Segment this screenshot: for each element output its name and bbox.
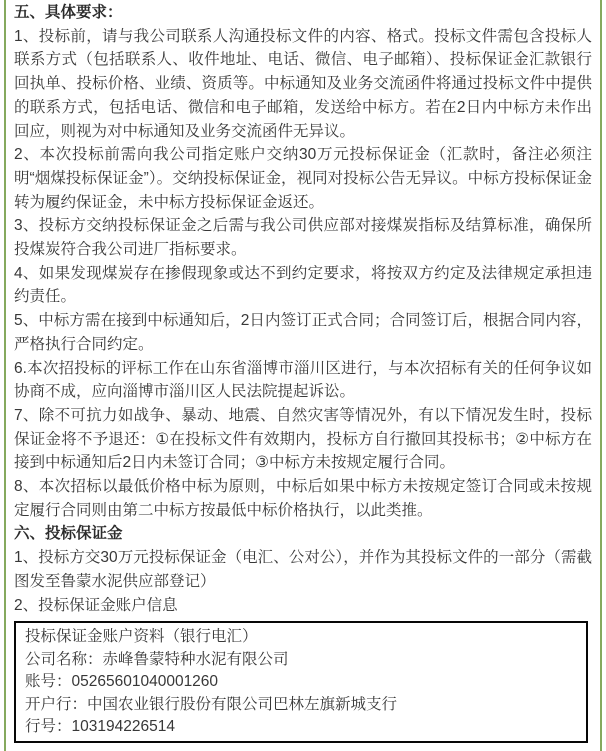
deposit-account-box bbox=[14, 621, 588, 743]
requirement-item-4: 4、如果发现煤炭存在掺假现象或达不到约定要求，将按双方约定及法律规定承担违约责任。 bbox=[14, 264, 592, 306]
account-bank-name: 开户行：中国农业银行股份有限公司巴林左旗新城支行 bbox=[25, 695, 398, 713]
account-box-title: 投标保证金账户资料（银行电汇） bbox=[25, 628, 258, 646]
deposit-item-2: 2、投标保证金账户信息 bbox=[14, 596, 178, 614]
requirement-item-6: 6.本次招投标的评标工作在山东省淄博市淄川区进行，与本次招标有关的任何争议如协商不成，应向淄博市淄川区人民法院提起诉讼。 bbox=[14, 359, 592, 401]
account-bank-code: 行号：103194226514 bbox=[25, 717, 175, 735]
section-five-heading: 五、具体要求： bbox=[14, 4, 123, 21]
requirement-item-1: 1、投标前，请与我公司联系人沟通投标文件的内容、格式。投标文件需包含投标人联系方式（包括联系人、收件地址、电话、微信、电子邮箱）、投标保证金汇款银行回执单、投标价格、业绩、资质等。中标通知及业务交流函件将通过投标文件中提供的联系方式，包括电话、微信和电子邮箱，发送给中标方。若在2日内中标方未作出回应，则视为对中标通知及业务交流函件无异议。 bbox=[14, 27, 592, 140]
requirement-item-3: 3、投标方交纳投标保证金之后需与我公司供应部对接煤炭指标及结算标准，确保所投煤炭符合我公司进厂指标要求。 bbox=[14, 217, 592, 259]
requirement-item-8: 8、本次招标以最低价格中标为原则，中标后如果中标方未按规定签订合同或未按规定履行合同则由第二中标方按最低中标价格执行，以此类推。 bbox=[14, 478, 592, 519]
account-number: 账号：05265601040001260 bbox=[25, 673, 219, 691]
deposit-item-1: 1、投标方交30万元投标保证金（电汇、公对公），并作为其投标文件的一部分（需截图发至鲁蒙水泥供应部登记） bbox=[14, 549, 592, 590]
requirement-item-7: 7、除不可抗力如战争、暴动、地震、自然灾害等情况外，有以下情况发生时，投标保证金将不予退还：①在投标文件有效期内，投标方自行撤回其投标书；②中标方在接到中标通知后2日内未签订合同；③中标方未按规定履行合同。 bbox=[14, 406, 592, 472]
section-six-heading: 六、投标保证金 bbox=[14, 525, 123, 543]
tender-announcement-page bbox=[4, 0, 602, 751]
account-company-name: 公司名称：赤峰鲁蒙特种水泥有限公司 bbox=[25, 650, 289, 668]
requirement-item-2: 2、本次投标前需向我公司指定账户交纳30万元投标保证金（汇款时，备注必须注明“烟煤投标保证金”）。交纳投标保证金，视同对投标公告无异议。中标方投标保证金转为履约保证金，未中标方投标保证金返还。 bbox=[14, 146, 592, 211]
requirement-item-5: 5、中标方需在接到中标通知后，2日内签订正式合同；合同签订后，根据合同内容，严格执行合同约定。 bbox=[14, 312, 592, 353]
